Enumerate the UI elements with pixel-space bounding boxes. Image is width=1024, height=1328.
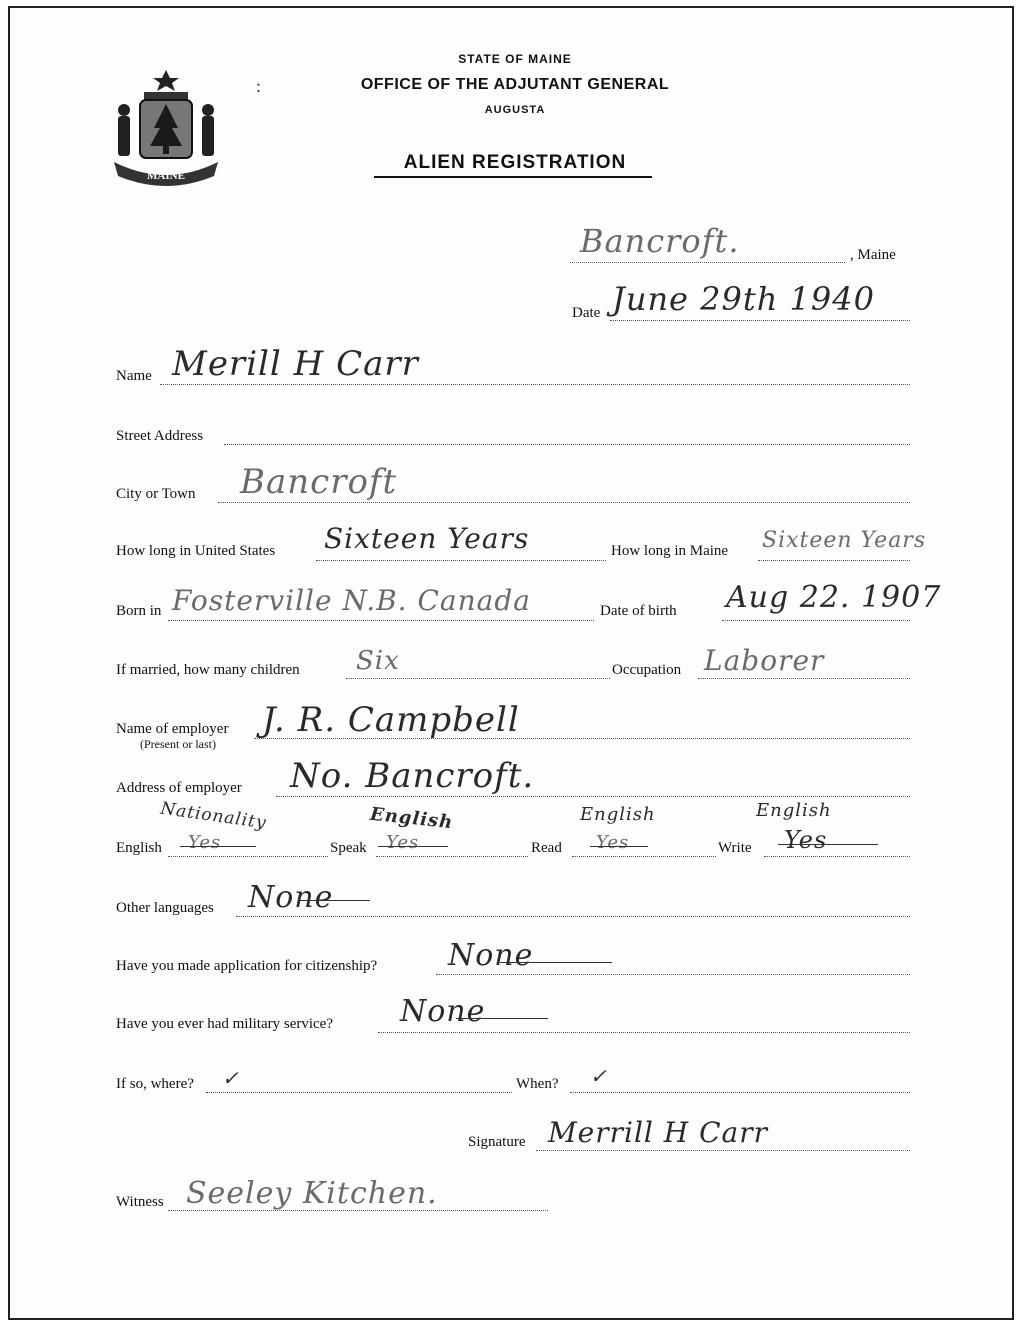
how-long-us-line [316,560,606,561]
street-label: Street Address [116,428,204,444]
how-long-us-value: Sixteen Years [324,522,530,555]
city-label: City or Town [116,486,196,502]
how-long-us-label: How long in United States [116,543,276,559]
stray-mark: : [256,76,262,96]
read-line [572,856,716,857]
speak-strike [378,846,448,847]
english-label: English [116,840,162,856]
speak-note: English [369,803,455,834]
when-label: When? [516,1076,559,1092]
maine-state-seal-icon [110,66,222,188]
how-long-maine-label: How long in Maine [611,543,729,559]
signature-value: Merrill H Carr [548,1116,768,1149]
write-strike [778,844,878,845]
military-line [378,1032,910,1033]
military-label: Have you ever had military service? [116,1016,333,1032]
employer-address-label: Address of employer [116,780,242,796]
employer-sub-label: (Present or last) [140,737,216,751]
other-languages-label: Other languages [116,900,214,916]
write-label: Write [718,840,752,856]
date-label: Date [572,305,601,321]
header-city: AUGUSTA [484,104,546,116]
name-value: Merill H Carr [172,344,419,384]
read-label: Read [531,840,562,856]
citizenship-value: None [448,938,534,973]
military-value: None [400,994,486,1029]
employer-label: Name of employer [116,721,229,737]
other-languages-stroke [300,900,370,901]
english-value: Yes [188,832,222,853]
citizenship-label: Have you made application for citizenship? [116,958,378,974]
occupation-line [698,678,910,679]
where-line [206,1092,512,1093]
occupation-value: Laborer [704,644,825,677]
children-value: Six [356,646,400,676]
where-label: If so, where? [116,1076,194,1092]
date-line [610,320,910,321]
military-stroke [456,1018,548,1019]
born-in-line [168,620,594,621]
header-office: OFFICE OF THE ADJUTANT GENERAL [360,76,670,93]
read-strike [590,846,648,847]
city-line [218,502,910,503]
header-state: STATE OF MAINE [458,52,572,66]
employer-address-value: No. Bancroft. [290,756,535,796]
signature-label: Signature [468,1134,526,1150]
write-note: English [756,800,832,821]
when-line [570,1092,910,1093]
town-line [570,262,845,263]
citizenship-stroke [500,962,612,963]
born-in-label: Born in [116,603,162,619]
name-line [160,384,910,385]
title-underline [374,176,652,178]
signature-line [536,1150,910,1151]
form-title: ALIEN REGISTRATION [403,152,627,173]
write-line [764,856,910,857]
name-label: Name [116,368,152,384]
maine-label: , Maine [850,247,896,263]
witness-value: Seeley Kitchen. [186,1176,438,1211]
english-note: Nationality [159,798,268,834]
date-of-birth-line [722,620,910,621]
witness-label: Witness [116,1194,164,1210]
town-value: Bancroft. [580,222,740,260]
where-value: ✓ [222,1066,240,1090]
witness-line [168,1210,548,1211]
read-note: English [580,804,656,825]
employer-address-line [276,796,910,797]
speak-line [376,856,528,857]
date-value: June 29th 1940 [612,280,875,318]
children-label: If married, how many children [116,662,300,678]
write-value: Yes [784,826,828,854]
how-long-maine-line [758,560,910,561]
city-value: Bancroft [240,462,398,502]
date-of-birth-value: Aug 22. 1907 [726,580,942,615]
english-line [168,856,328,857]
how-long-maine-value: Sixteen Years [762,528,927,553]
other-languages-value: None [248,880,334,915]
citizenship-line [436,974,910,975]
when-value: ✓ [590,1064,608,1088]
speak-label: Speak [330,840,367,856]
employer-line [254,738,910,739]
read-value: Yes [596,832,630,853]
date-of-birth-label: Date of birth [600,603,677,619]
other-languages-line [236,916,910,917]
english-strike [180,846,256,847]
children-line [346,678,610,679]
occupation-label: Occupation [612,662,682,678]
speak-value: Yes [386,832,420,853]
street-line [224,444,910,445]
born-in-value: Fosterville N.B. Canada [172,584,531,617]
employer-value: J. R. Campbell [262,700,520,740]
seal-text: MAINE [147,170,185,182]
